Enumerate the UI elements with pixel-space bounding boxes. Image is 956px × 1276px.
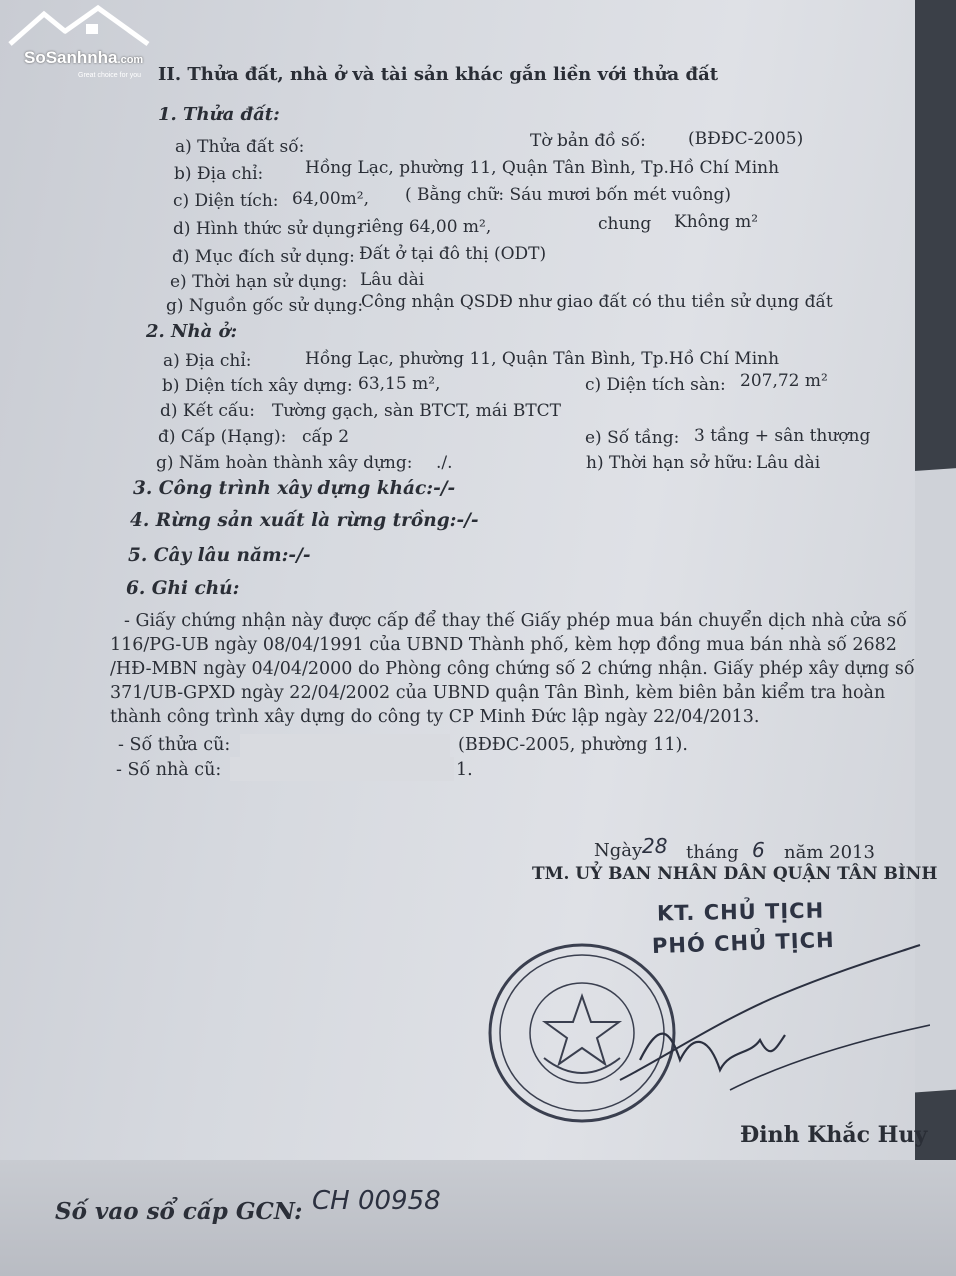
house-structure-value: Tường gạch, sàn BTCT, mái BTCT bbox=[272, 401, 562, 421]
date-year: năm 2013 bbox=[784, 842, 875, 863]
date-day-value: 28 bbox=[642, 834, 668, 858]
old-house-value: 1. bbox=[456, 760, 473, 780]
date-month-label: tháng bbox=[686, 842, 739, 863]
issuing-authority: TM. UỶ BAN NHÂN DÂN QUẬN TÂN BÌNH bbox=[532, 864, 938, 884]
land-plot-label: a) Thửa đất số: bbox=[175, 137, 305, 157]
land-address-label: b) Địa chỉ: bbox=[174, 164, 264, 184]
land-term-value: Lâu dài bbox=[360, 270, 425, 290]
signer-title-1: KT. CHỦ TỊCH bbox=[656, 898, 825, 926]
house-build-area-label: b) Diện tích xây dựng: bbox=[162, 376, 353, 396]
land-usage-private: riêng 64,00 m², bbox=[358, 217, 492, 237]
land-map-value: (BĐĐC-2005) bbox=[688, 129, 804, 149]
land-area-value: 64,00m², bbox=[292, 189, 370, 209]
note-line: 371/UB-GPXD ngày 22/04/2002 của UBND quận Tân Bình, kèm biên bản kiểm tra hoàn bbox=[110, 683, 886, 703]
house-completion-value: ./. bbox=[436, 453, 453, 473]
land-area-label: c) Diện tích: bbox=[173, 191, 279, 211]
section-title: II. Thửa đất, nhà ở và tài sản khác gắn liền với thửa đất bbox=[158, 64, 719, 85]
land-usage-shared-value: Không m² bbox=[674, 212, 759, 232]
house-floor-area-label: c) Diện tích sàn: bbox=[585, 375, 726, 395]
old-plot-value: (BĐĐC-2005, phường 11). bbox=[458, 735, 688, 755]
house-floors-value: 3 tầng + sân thượng bbox=[694, 426, 871, 446]
handwritten-signature bbox=[600, 940, 930, 1120]
watermark-brand: SoSanhnha.com bbox=[24, 48, 144, 67]
land-term-label: e) Thời hạn sử dụng: bbox=[170, 272, 348, 292]
registry-label: Số vao sổ cấp GCN: bbox=[55, 1198, 303, 1225]
land-map-label: Tờ bản đồ số: bbox=[530, 131, 646, 151]
land-origin-label: g) Nguồn gốc sử dụng: bbox=[166, 296, 364, 316]
house-ownership-term-label: h) Thời hạn sở hữu: bbox=[586, 453, 753, 473]
date-month-value: 6 bbox=[752, 838, 765, 862]
other-works-heading: 3. Công trình xây dựng khác:-/- bbox=[133, 478, 456, 499]
land-purpose-label: đ) Mục đích sử dụng: bbox=[172, 247, 355, 267]
house-address-label: a) Địa chỉ: bbox=[163, 351, 252, 371]
date-day-label: Ngày bbox=[594, 840, 643, 861]
notes-heading: 6. Ghi chú: bbox=[126, 578, 240, 599]
house-floors-label: e) Số tầng: bbox=[585, 428, 680, 448]
land-address-value: Hồng Lạc, phường 11, Quận Tân Bình, Tp.Hồ Chí Minh bbox=[305, 158, 780, 178]
forest-heading: 4. Rừng sản xuất là rừng trồng:-/- bbox=[130, 510, 479, 531]
land-usage-form-label: d) Hình thức sử dụng: bbox=[173, 219, 362, 239]
redacted-old-house bbox=[230, 757, 454, 781]
house-structure-label: d) Kết cấu: bbox=[160, 401, 255, 421]
signer-name: Đinh Khắc Huy bbox=[740, 1122, 928, 1148]
land-heading: 1. Thửa đất: bbox=[158, 104, 280, 125]
note-line: thành công trình xây dựng do công ty CP Minh Đức lập ngày 22/04/2013. bbox=[110, 707, 760, 727]
house-ownership-term-value: Lâu dài bbox=[756, 453, 821, 473]
registry-value: CH 00958 bbox=[312, 1186, 441, 1216]
house-floor-area-value: 207,72 m² bbox=[740, 371, 828, 391]
house-address-value: Hồng Lạc, phường 11, Quận Tân Bình, Tp.Hồ Chí Minh bbox=[305, 349, 780, 369]
watermark-tagline: Great choice for you bbox=[78, 72, 142, 79]
land-area-words: ( Bằng chữ: Sáu mươi bốn mét vuông) bbox=[405, 185, 732, 205]
land-usage-shared-label: chung bbox=[598, 214, 652, 234]
notes-paragraph bbox=[110, 609, 915, 729]
land-origin-value: Công nhận QSDĐ như giao đất có thu tiền sử dụng đất bbox=[361, 292, 833, 312]
signer-title-2: PHÓ CHỦ TỊCH bbox=[651, 927, 835, 959]
old-plot-label: - Số thửa cũ: bbox=[118, 735, 231, 755]
house-build-area-value: 63,15 m², bbox=[358, 374, 441, 394]
house-grade-label: đ) Cấp (Hạng): bbox=[158, 427, 287, 447]
note-line: 116/PG-UB ngày 08/04/1991 của UBND Thành phố, kèm hợp đồng mua bán nhà số 2682 bbox=[110, 635, 897, 655]
house-heading: 2. Nhà ở: bbox=[146, 321, 238, 342]
perennial-trees-heading: 5. Cây lâu năm:-/- bbox=[128, 545, 311, 566]
watermark-logo bbox=[6, 4, 156, 80]
note-line: /HĐ-MBN ngày 04/04/2000 do Phòng công chứng số 2 chứng nhận. Giấy phép xây dựng số bbox=[110, 659, 915, 679]
land-purpose-value: Đất ở tại đô thị (ODT) bbox=[359, 244, 547, 264]
house-completion-label: g) Năm hoàn thành xây dựng: bbox=[156, 453, 413, 473]
house-grade-value: cấp 2 bbox=[302, 427, 350, 447]
old-house-label: - Số nhà cũ: bbox=[116, 760, 222, 780]
note-line: - Giấy chứng nhận này được cấp để thay thế Giấy phép mua bán chuyển dịch nhà cửa số bbox=[124, 611, 907, 631]
redacted-old-plot bbox=[240, 734, 450, 758]
